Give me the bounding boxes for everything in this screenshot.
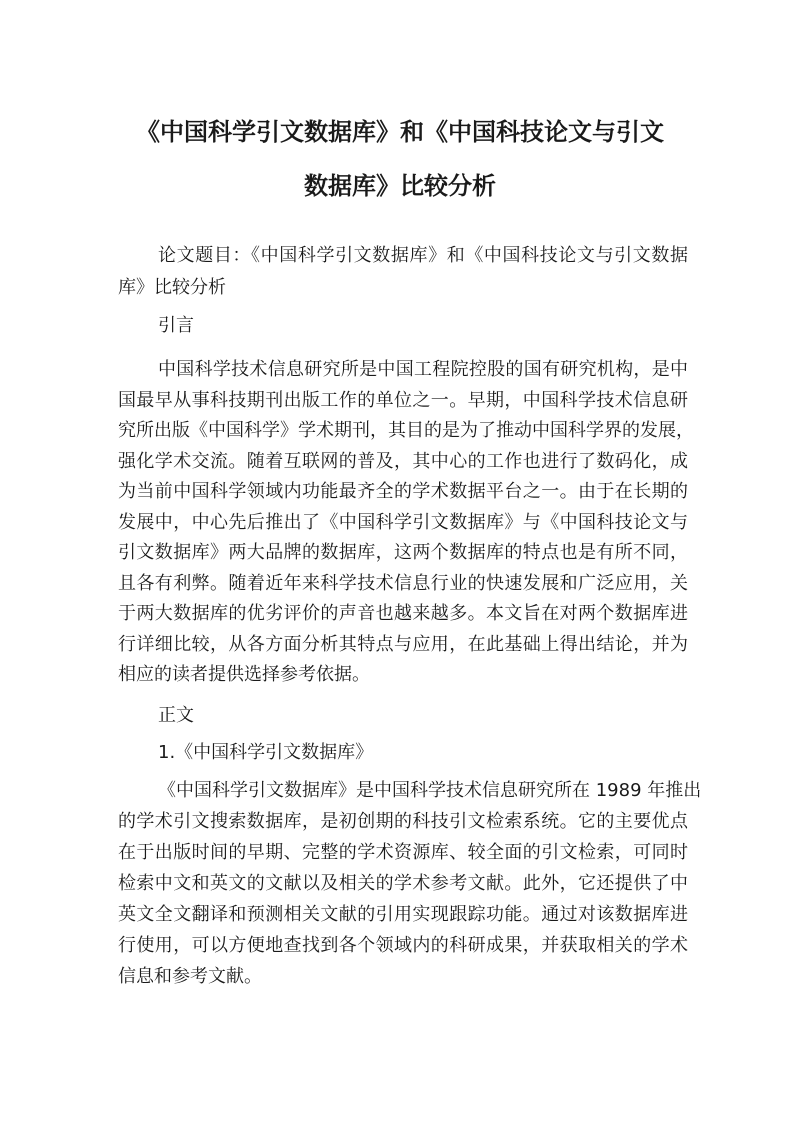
text-line: 国最早从事科技期刊出版工作的单位之一。早期，中国科学技术信息研	[118, 389, 688, 411]
text-line: 发展中，中心先后推出了《中国科学引文数据库》与《中国科技论文与	[118, 511, 688, 533]
text-line: 且各有利弊。随着近年来科学技术信息行业的快速发展和广泛应用，关	[118, 572, 688, 594]
text-line: 为当前中国科学领域内功能最齐全的学术数据平台之一。由于在长期的	[118, 481, 688, 502]
document-title-line-1: 《中国科学引文数据库》和《中国科技论文与引文	[136, 118, 664, 146]
text-line: 行使用，可以方便地查找到各个领域内的科研成果，并获取相关的学术	[118, 935, 688, 956]
text-line: 英文全文翻译和预测相关文献的引用实现跟踪功能。通过对该数据库进	[118, 904, 688, 925]
text-line: 中国科学技术信息研究所是中国工程院控股的国有研究机构，是中	[158, 359, 688, 380]
text-line: 相应的读者提供选择参考依据。	[118, 664, 370, 685]
section-1-heading: 1.《中国科学引文数据库》	[158, 742, 374, 763]
text-line: 在于出版时间的早期、完整的学术资源库、较全面的引文检索，可同时	[118, 842, 688, 863]
text-line: 究所出版《中国科学》学术期刊，其目的是为了推动中国科学界的发展，	[118, 420, 694, 441]
text-line: 强化学术交流。随着互联网的普及，其中心的工作也进行了数码化，成	[118, 450, 688, 472]
text-line: 的学术引文搜索数据库，是初创期的科技引文检索系统。它的主要优点	[118, 811, 688, 832]
body-heading: 正文	[158, 705, 194, 726]
text-line: 论文题目：《中国科学引文数据库》和《中国科技论文与引文数据	[158, 245, 688, 266]
text-line: 行详细比较，从各方面分析其特点与应用，在此基础上得出结论，并为	[118, 633, 688, 655]
text-line: 于两大数据库的优劣评价的声音也越来越多。本文旨在对两个数据库进	[118, 603, 688, 624]
text-line: 引文数据库》两大品牌的数据库，这两个数据库的特点也是有所不同，	[118, 542, 688, 563]
text-line: 检索中文和英文的文献以及相关的学术参考文献。此外，它还提供了中	[118, 873, 688, 894]
text-line: 信息和参考文献。	[118, 966, 262, 987]
document-title-line-2: 数据库》比较分析	[304, 172, 496, 200]
text-line: 《中国科学引文数据库》是中国科学技术信息研究所在 1989 年推出	[158, 780, 702, 801]
text-line: 库》比较分析	[118, 277, 226, 298]
intro-heading: 引言	[158, 315, 194, 336]
